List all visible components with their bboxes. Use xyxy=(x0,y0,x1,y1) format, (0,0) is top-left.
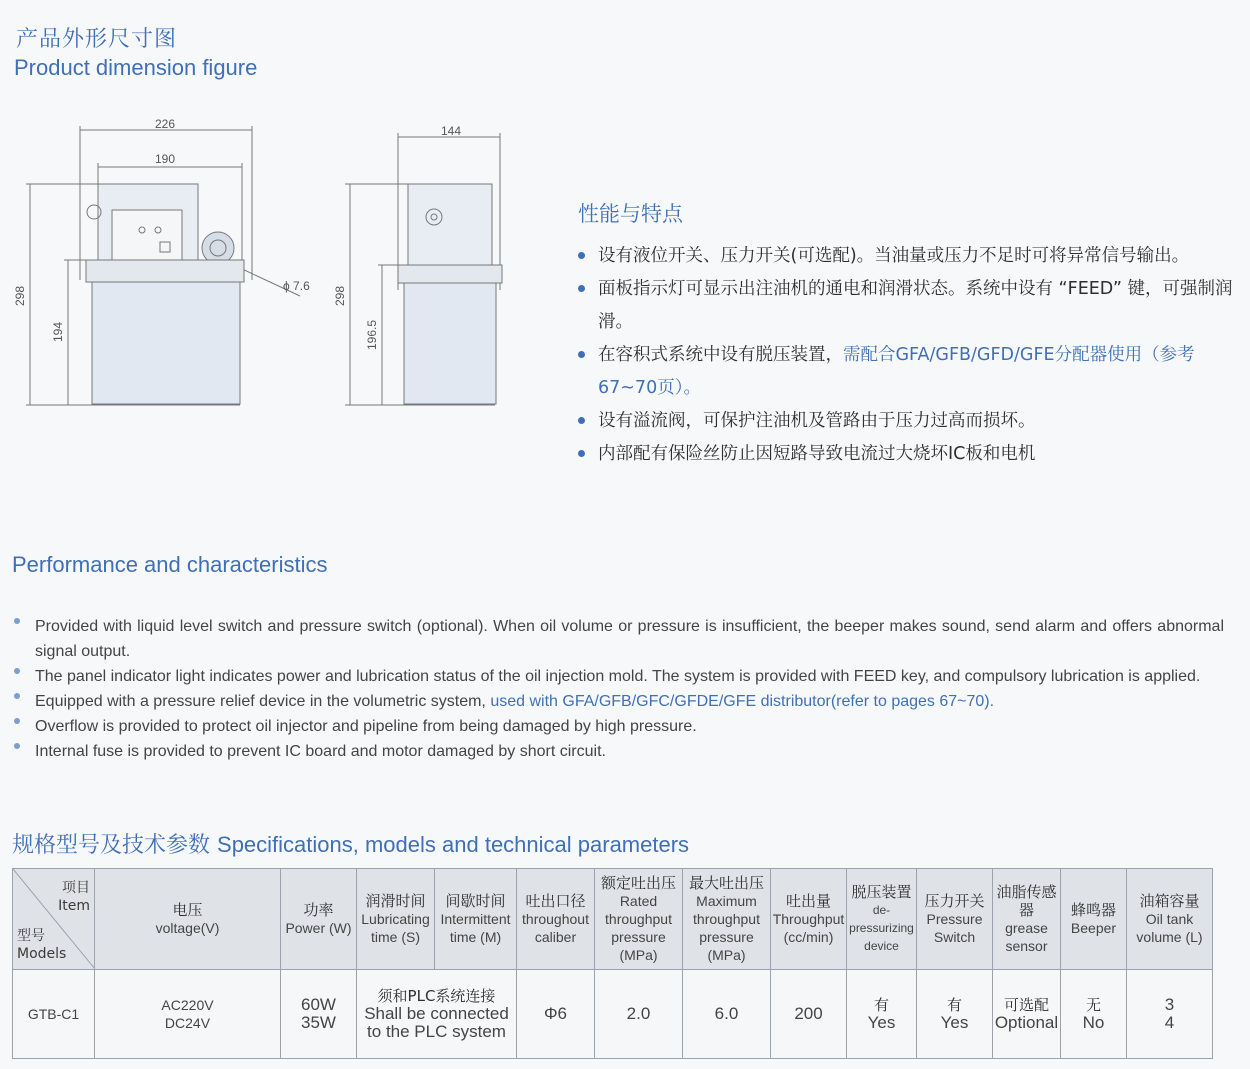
dim-front-body-height: 194 xyxy=(51,321,65,343)
features-cn-title: 性能与特点 xyxy=(578,202,683,226)
header-rated-pressure: 额定吐出压 Rated throughput pressure (MPa) xyxy=(595,869,683,970)
cell-model: GTB-C1 xyxy=(13,970,95,1059)
dim-side-overall-width: 144 xyxy=(440,124,462,138)
list-item: 设有液位开关、压力开关(可选配)。当油量或压力不足时可将异常信号输出。 xyxy=(578,240,1238,273)
list-item: 在容积式系统中设有脱压装置，需配合GFA/GFB/GFD/GFE分配器使用（参考67~70页）。 xyxy=(578,339,1238,405)
list-item: Equipped with a pressure relief device in the volumetric system, used with GFA/GFB/GFC/GFDE/GFE distributor(refer to pages 67~70). xyxy=(14,689,1224,714)
table-header-row xyxy=(13,869,1213,970)
list-item: 设有溢流阀，可保护注油机及管路由于压力过高而损坏。 xyxy=(578,405,1238,438)
header-grease-sensor: 油脂传感器 grease sensor xyxy=(993,869,1061,970)
header-throughput: 吐出量 Throughput (cc/min) xyxy=(771,869,847,970)
header-oil-tank: 油箱容量 Oil tank volume (L) xyxy=(1127,869,1213,970)
header-pressure-switch: 压力开关 Pressure Switch xyxy=(917,869,993,970)
header-caliber: 吐出口径 throughout caliber xyxy=(517,869,595,970)
dim-front-overall-width: 226 xyxy=(154,117,176,131)
header-max-pressure: 最大吐出压 Maximum throughput pressure (MPa) xyxy=(683,869,771,970)
dim-side-overall-height: 298 xyxy=(333,285,347,307)
header-item-model: 项目 Item 型号 Models xyxy=(13,869,95,970)
cell-grease-sensor: 可选配 Optional xyxy=(993,970,1061,1059)
header-depressurizing: 脱压装置 de-pressurizing device xyxy=(847,869,917,970)
cell-throughput: 200 xyxy=(771,970,847,1059)
list-item: Provided with liquid level switch and pressure switch (optional). When oil volume or pressure is insufficient, the beeper makes sound, send alarm and offers abnormal signal output. xyxy=(14,614,1224,664)
performance-title: Performance and characteristics xyxy=(12,552,328,577)
header-beeper: 蜂鸣器 Beeper xyxy=(1061,869,1127,970)
spec-title-cn: 规格型号及技术参数 xyxy=(12,833,211,858)
spec-table xyxy=(12,868,1213,1059)
header-lubricating-time: 润滑时间 Lubricating time (S) xyxy=(357,869,435,970)
spec-title xyxy=(12,828,689,859)
cell-pressure-switch: 有 Yes xyxy=(917,970,993,1059)
header-intermittent-time: 间歇时间 Intermittent time (M) xyxy=(435,869,517,970)
features-cn-list xyxy=(578,240,1238,471)
list-item: Internal fuse is provided to prevent IC board and motor damaged by short circuit. xyxy=(14,739,1224,764)
cell-voltage: AC220V DC24V xyxy=(95,970,281,1059)
page-title-en: Product dimension figure xyxy=(14,55,258,80)
spec-title-en: Specifications, models and technical parameters xyxy=(217,832,690,857)
cell-plc-connection: 须和PLC系统连接 Shall be connected to the PLC system xyxy=(357,970,517,1059)
dim-outlet-diameter: ϕ 7.6 xyxy=(283,279,310,293)
cell-power: 60W 35W xyxy=(281,970,357,1059)
cell-max-pressure: 6.0 xyxy=(683,970,771,1059)
list-item: 面板指示灯可显示出注油机的通电和润滑状态。系统中设有 “FEED” 键，可强制润滑。 xyxy=(578,273,1238,339)
cell-caliber: Φ6 xyxy=(517,970,595,1059)
list-item: 内部配有保险丝防止因短路导致电流过大烧坏IC板和电机 xyxy=(578,438,1238,471)
header-voltage: 电压 voltage(V) xyxy=(95,869,281,970)
dimension-drawing xyxy=(0,100,560,420)
cell-oil-tank: 3 4 xyxy=(1127,970,1213,1059)
distributor-reference-en: used with GFA/GFB/GFC/GFDE/GFE distributor(refer to pages 67~70). xyxy=(490,693,995,710)
page-title-cn: 产品外形尺寸图 xyxy=(16,27,178,52)
table-row xyxy=(13,970,1213,1059)
cell-beeper: 无 No xyxy=(1061,970,1127,1059)
dim-side-body-height: 196.5 xyxy=(365,319,379,351)
dim-front-inner-width: 190 xyxy=(154,152,176,166)
cell-rated-pressure: 2.0 xyxy=(595,970,683,1059)
dim-front-overall-height: 298 xyxy=(13,285,27,307)
performance-list xyxy=(14,614,1224,764)
list-item: The panel indicator light indicates power and lubrication status of the oil injection mold. The system is provided with FEED key, and compulsory lubrication is applied. xyxy=(14,664,1224,689)
distributor-reference-cn: 需配合GFA/GFB/GFD/GFE分配器使用（参考67~70页）。 xyxy=(598,345,1195,398)
list-item: Overflow is provided to protect oil injector and pipeline from being damaged by high pressure. xyxy=(14,714,1224,739)
header-power: 功率 Power (W) xyxy=(281,869,357,970)
cell-depressurizing: 有 Yes xyxy=(847,970,917,1059)
